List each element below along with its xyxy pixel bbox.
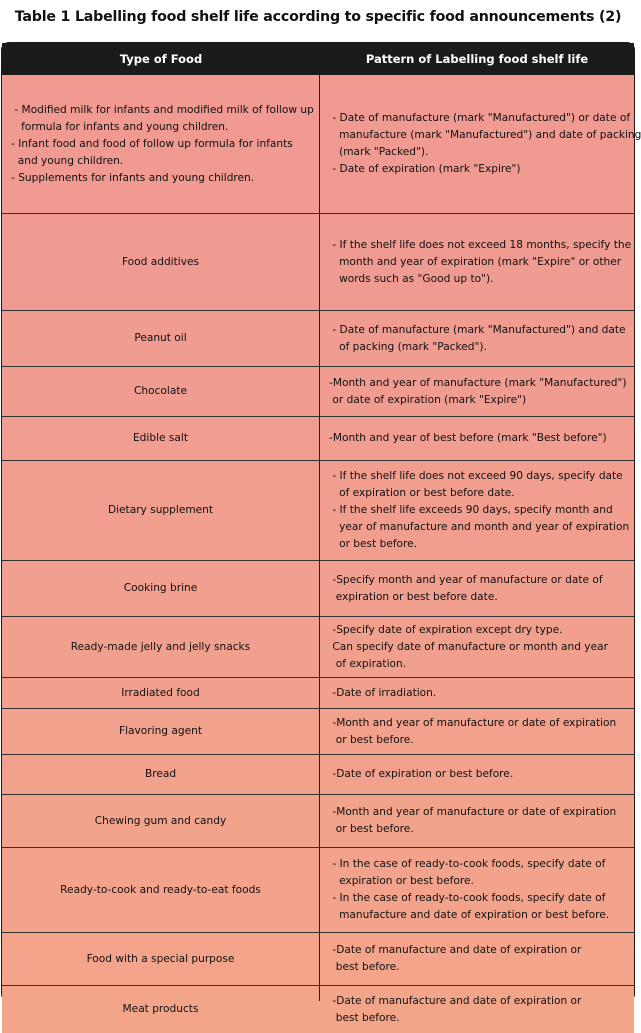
labelling-pattern-cell	[320, 755, 634, 794]
food-type-cell	[2, 709, 319, 754]
labelling-pattern-text: -Date of irradiation.	[329, 686, 437, 699]
food-type-text: Meat products	[122, 1003, 199, 1015]
food-type-text: - Modified milk for infants and modified milk of follow up	[11, 103, 314, 116]
labelling-pattern-text: -Date of expiration or best before.	[329, 768, 514, 780]
labelling-pattern-text: - In the case of ready-to-cook foods, specify date of	[329, 858, 606, 870]
food-type-text: formula for infants and young children.	[11, 120, 229, 133]
labelling-pattern-text: - If the shelf life exceeds 90 days, specify month and	[329, 504, 613, 516]
food-type-cell	[2, 75, 319, 213]
labelling-pattern-cell	[320, 933, 634, 985]
labelling-pattern-text: Can specify date of manufacture or month and year	[329, 640, 608, 653]
labelling-pattern-text: -Date of manufacture and date of expiration or	[329, 944, 582, 956]
food-type-cell	[2, 617, 319, 677]
table-title: Table 1 Labelling food shelf life according to specific food announcements (2)	[14, 9, 622, 25]
food-type-text: Peanut oil	[134, 332, 187, 344]
labelling-pattern-cell	[320, 617, 634, 677]
labelling-pattern-text: manufacture (mark "Manufactured") and date of packing	[329, 129, 641, 141]
labelling-pattern-text: -Month and year of manufacture (mark "Manufactured")	[329, 376, 627, 389]
table-row	[2, 708, 634, 754]
food-type-cell	[2, 986, 319, 1033]
food-type-cell	[2, 417, 319, 460]
table-row	[2, 560, 634, 616]
food-type-text: and young children.	[11, 154, 124, 167]
labelling-pattern-text: or best before.	[329, 538, 418, 550]
food-type-cell	[2, 461, 319, 560]
column-divider	[319, 75, 320, 1001]
labelling-pattern-text: or best before.	[329, 823, 414, 835]
food-type-text: Ready-to-cook and ready-to-eat foods	[60, 883, 261, 896]
labelling-pattern-cell	[320, 848, 634, 932]
food-type-text: - Infant food and food of follow up formula for infants	[11, 137, 293, 150]
table-row	[2, 794, 634, 847]
table-row	[2, 932, 634, 985]
labelling-pattern-text: -Month and year of best before (mark "Best before")	[329, 432, 607, 444]
table-row	[2, 616, 634, 677]
food-type-cell	[2, 214, 319, 310]
table-row	[2, 310, 634, 366]
labelling-pattern-text: -Date of manufacture and date of expiration or	[329, 994, 582, 1007]
labelling-pattern-text: best before.	[329, 961, 400, 973]
table-row	[2, 213, 634, 310]
labelling-pattern-text: manufacture and date of expiration or best before.	[329, 909, 610, 921]
labelling-pattern-cell	[320, 417, 634, 460]
labelling-pattern-text: expiration or best before date.	[329, 590, 498, 603]
labelling-pattern-cell	[320, 311, 634, 366]
labelling-pattern-text: month and year of expiration (mark "Expire" or other	[329, 255, 622, 268]
labelling-pattern-text: words such as "Good up to").	[329, 272, 494, 285]
food-type-cell	[2, 848, 319, 932]
food-type-text: Flavoring agent	[119, 725, 202, 737]
labelling-pattern-cell	[320, 75, 641, 213]
labelling-pattern-text: -Specify date of expiration except dry type.	[329, 623, 563, 636]
food-type-text: Bread	[144, 768, 177, 780]
food-type-cell	[2, 367, 319, 416]
food-type-text: Chewing gum and candy	[94, 814, 227, 827]
food-type-text: Food with a special purpose	[86, 952, 235, 965]
food-type-cell	[2, 933, 319, 985]
labelling-pattern-text: - In the case of ready-to-cook foods, specify date of	[329, 892, 606, 904]
labelling-pattern-text: -Month and year of manufacture or date of expiration	[329, 716, 617, 729]
table-header	[2, 43, 634, 75]
labelling-pattern-cell	[320, 367, 634, 416]
table-row	[2, 460, 634, 560]
labelling-pattern-text: - If the shelf life does not exceed 18 months, specify the	[329, 238, 632, 251]
food-type-text: Ready-made jelly and jelly snacks	[70, 640, 251, 653]
table-row	[2, 754, 634, 794]
labelling-pattern-text: - If the shelf life does not exceed 90 days, specify date	[329, 470, 623, 482]
food-type-text: Food additives	[121, 255, 200, 268]
food-shelf-life-table	[1, 42, 641, 1024]
labelling-pattern-text: (mark "Packed").	[329, 146, 429, 158]
labelling-pattern-text: - Date of manufacture (mark "Manufactured") and date	[329, 323, 626, 336]
food-type-cell	[2, 755, 319, 794]
labelling-pattern-text: expiration or best before.	[329, 875, 474, 887]
labelling-pattern-text: or date of expiration (mark "Expire")	[329, 393, 527, 406]
food-type-text: Irradiated food	[121, 686, 200, 699]
labelling-pattern-text: of expiration or best before date.	[329, 487, 515, 499]
labelling-pattern-cell	[320, 561, 634, 616]
table-row	[2, 366, 634, 416]
food-type-text: - Supplements for infants and young children.	[11, 171, 255, 184]
labelling-pattern-cell	[320, 678, 634, 708]
labelling-pattern-text: of packing (mark "Packed").	[329, 340, 487, 353]
table-row	[2, 75, 641, 213]
table-row	[2, 985, 634, 1033]
food-type-cell	[2, 795, 319, 847]
header-type-of-food: Type of Food	[119, 52, 203, 66]
header-pattern-of-labelling: Pattern of Labelling food shelf life	[365, 52, 589, 66]
labelling-pattern-text: - Date of manufacture (mark "Manufactured") or date of	[329, 112, 631, 124]
labelling-pattern-cell	[320, 214, 634, 310]
food-type-text: Chocolate	[133, 385, 187, 397]
labelling-pattern-cell	[320, 709, 634, 754]
labelling-pattern-text: -Month and year of manufacture or date of expiration	[329, 806, 617, 818]
table-row	[2, 847, 634, 932]
labelling-pattern-cell	[320, 986, 634, 1033]
food-type-text: Edible salt	[132, 432, 189, 444]
food-type-cell	[2, 311, 319, 366]
labelling-pattern-text: -Specify month and year of manufacture or date of	[329, 573, 603, 586]
labelling-pattern-text: year of manufacture and month and year of expiration	[329, 521, 630, 533]
labelling-pattern-cell	[320, 461, 634, 560]
labelling-pattern-text: - Date of expiration (mark "Expire")	[329, 163, 521, 175]
food-type-cell	[2, 561, 319, 616]
labelling-pattern-cell	[320, 795, 634, 847]
labelling-pattern-text: or best before.	[329, 733, 414, 746]
labelling-pattern-text: of expiration.	[329, 657, 407, 670]
table-row	[2, 416, 634, 460]
food-type-cell	[2, 678, 319, 708]
food-type-text: Dietary supplement	[107, 504, 214, 516]
table-row	[2, 677, 634, 708]
labelling-pattern-text: best before.	[329, 1011, 400, 1024]
food-type-text: Cooking brine	[123, 582, 198, 594]
